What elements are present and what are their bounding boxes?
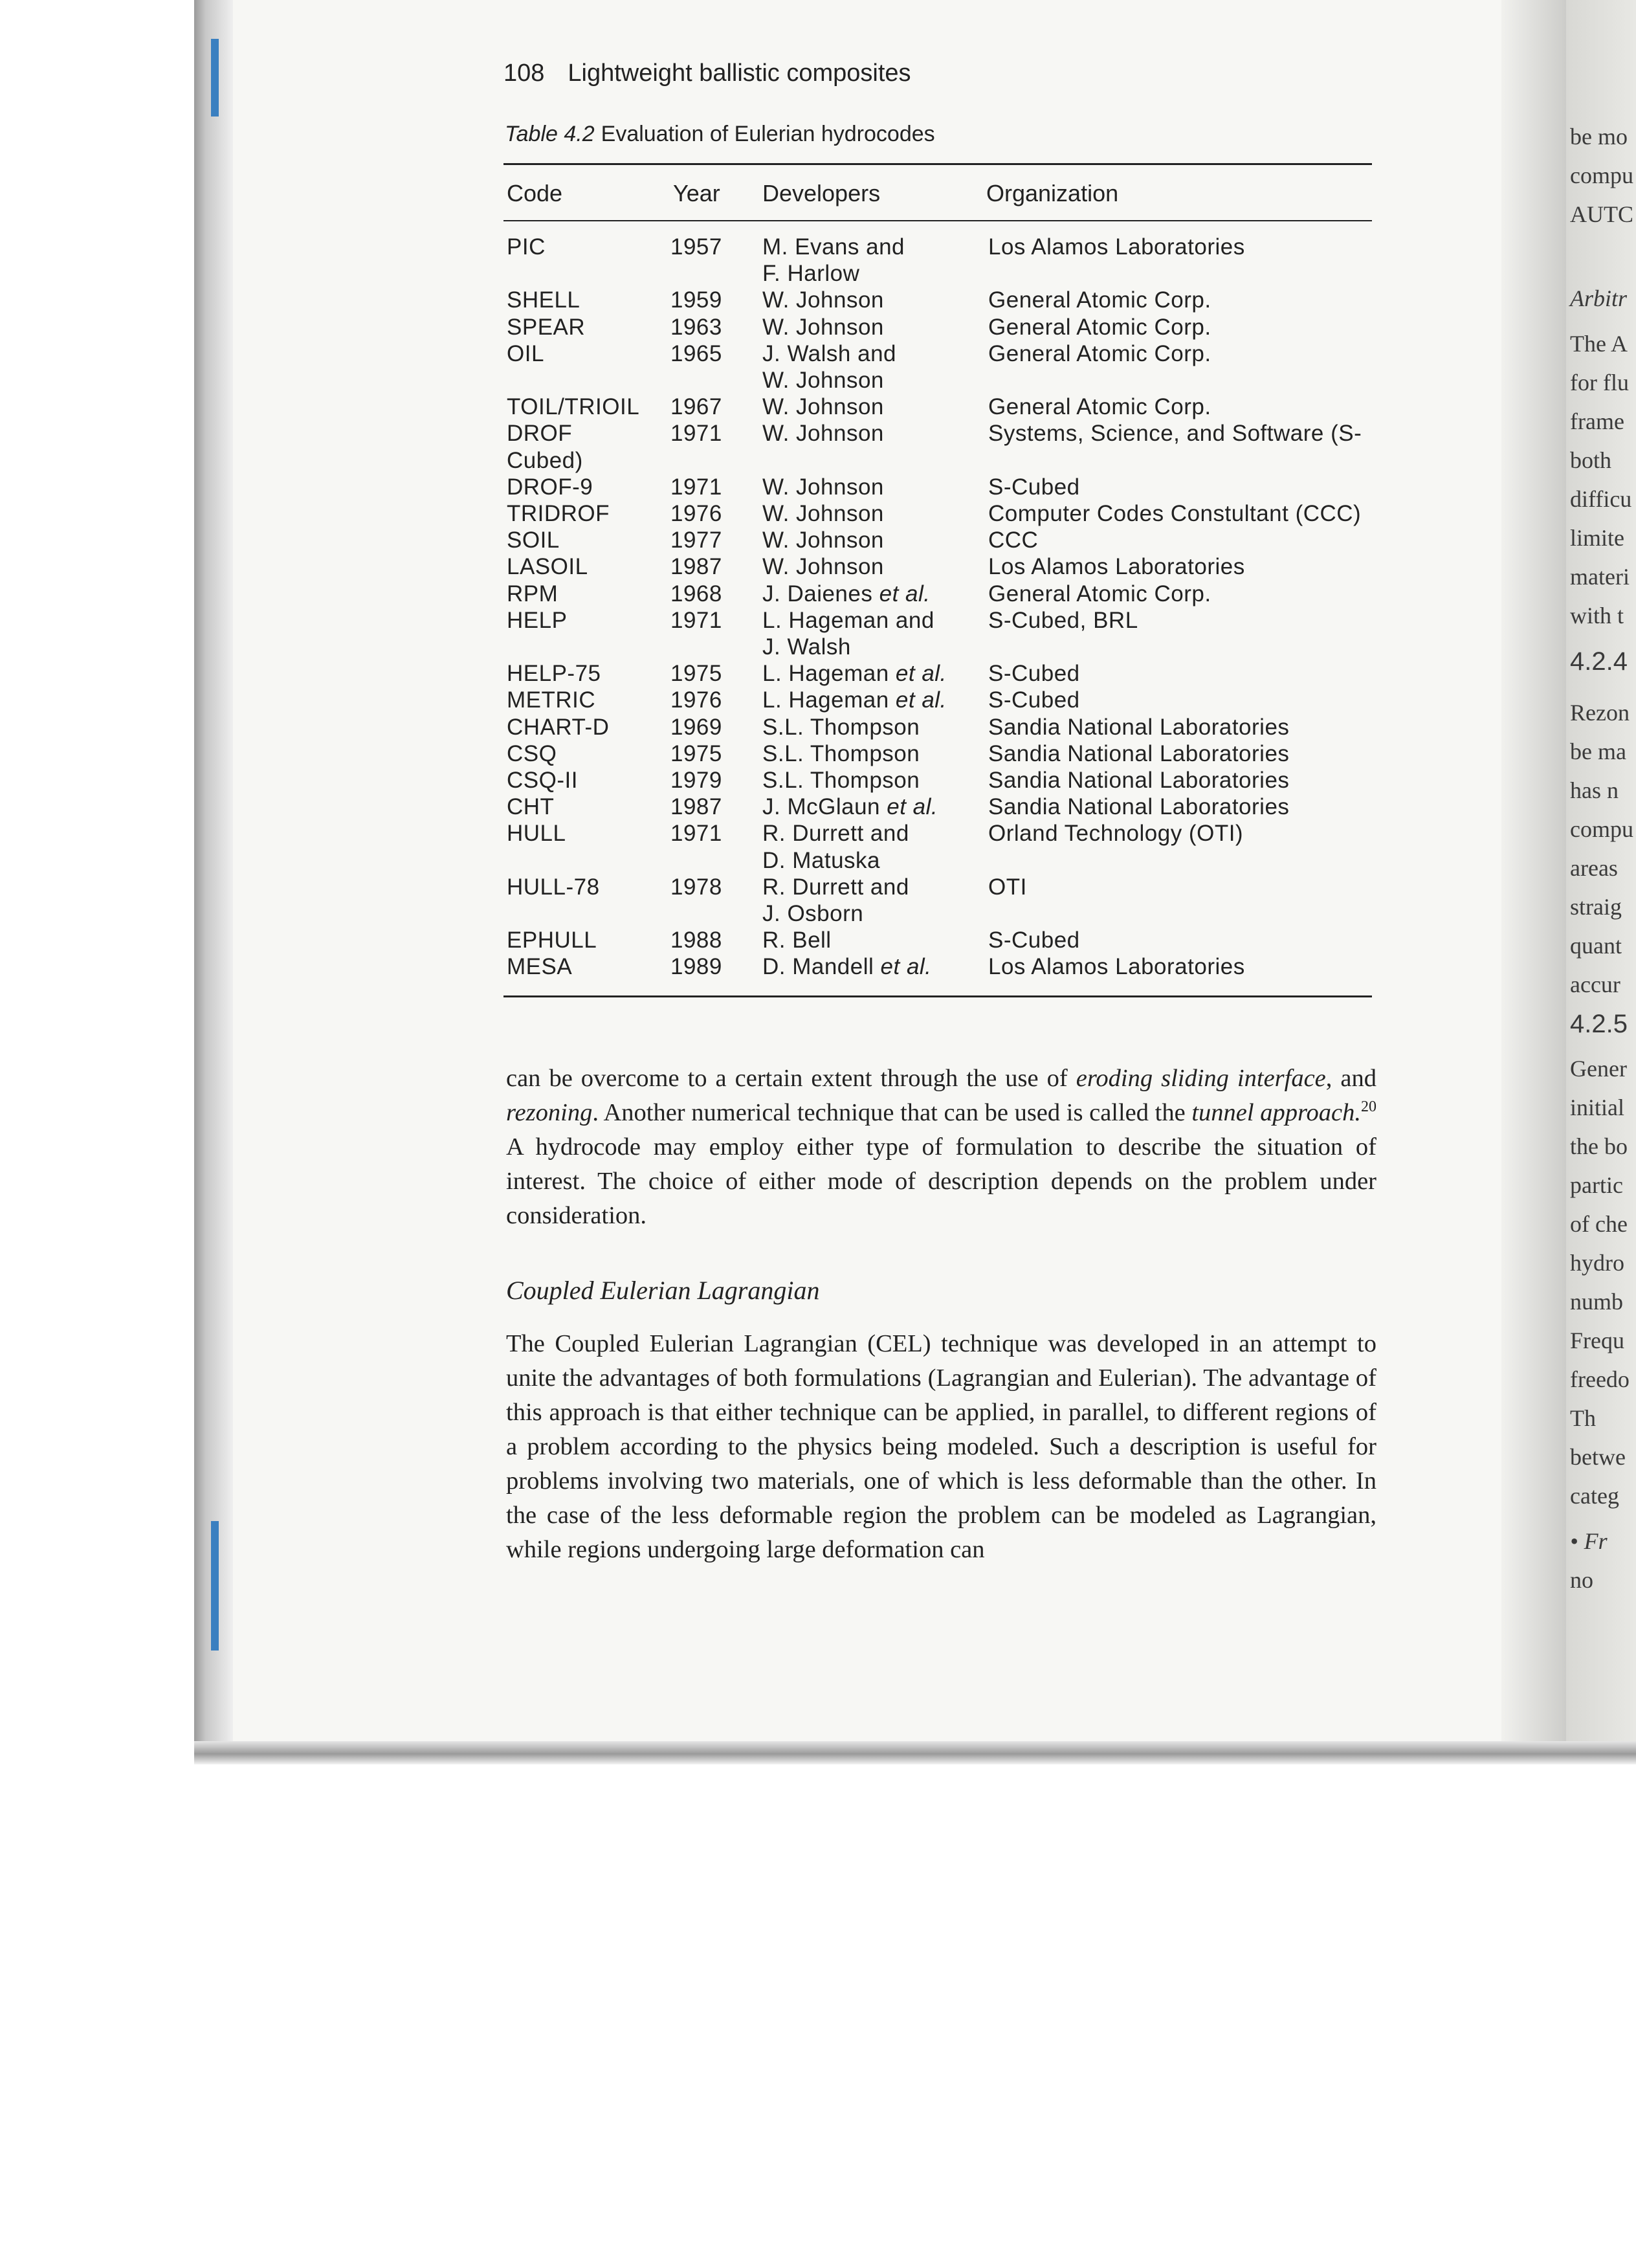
cell-organization: Sandia National Laboratories: [988, 714, 1290, 740]
cell-organization: Sandia National Laboratories: [988, 740, 1290, 766]
right-page-text-fragment: the bo: [1570, 1133, 1628, 1159]
right-page-text-fragment: Arbitr: [1570, 285, 1628, 311]
right-page-text-fragment: limite: [1570, 525, 1624, 551]
right-page-text-fragment: materi: [1570, 564, 1630, 590]
cell-developer: D. Matuska: [762, 847, 880, 873]
right-page-text-fragment: AUTC: [1570, 201, 1633, 227]
cell-year: 1971: [670, 421, 722, 447]
cell-organization: S-Cubed: [988, 661, 1080, 687]
page-binding-edge: [194, 0, 233, 1761]
cell-code: TOIL/TRIOIL: [507, 394, 640, 420]
cell-year: 1967: [670, 394, 722, 420]
cell-organization: OTI: [988, 874, 1027, 900]
cell-developer: R. Bell: [762, 928, 832, 953]
cell-code: SOIL: [507, 528, 560, 553]
right-page-text-fragment: straig: [1570, 894, 1622, 920]
right-page-text-fragment: partic: [1570, 1172, 1623, 1198]
cell-developer: S.L. Thompson: [762, 768, 920, 793]
right-page-text-fragment: Gener: [1570, 1056, 1627, 1082]
binding-mark: [211, 1521, 219, 1651]
right-page-text-fragment: The A: [1570, 331, 1628, 357]
p1-text-1: can be overcome to a certain extent through the use of: [506, 1065, 1076, 1092]
cell-developer: J. Walsh and: [762, 340, 897, 366]
cell-code: HULL-78: [507, 874, 600, 900]
cell-organization: Los Alamos Laboratories: [988, 554, 1245, 580]
right-page-text-fragment: of che: [1570, 1211, 1628, 1237]
et-al: et al.: [879, 581, 931, 606]
cell-code: CHART-D: [507, 714, 610, 740]
right-page-text-fragment: 4.2.4: [1570, 647, 1628, 676]
p1-term-rezoning: rezoning: [506, 1099, 593, 1126]
cell-code: PIC: [507, 234, 546, 260]
p1-term-eroding: eroding sliding interface: [1076, 1065, 1326, 1092]
right-page-text-fragment: Frequ: [1570, 1328, 1624, 1353]
right-page-text-fragment: 4.2.5: [1570, 1010, 1628, 1038]
cell-year: 1971: [670, 474, 722, 500]
cell-year: 1987: [670, 794, 722, 820]
cell-organization: General Atomic Corp.: [988, 287, 1211, 313]
cell-code: CSQ-II: [507, 768, 578, 793]
right-page-text-fragment: has n: [1570, 777, 1619, 803]
cell-code: LASOIL: [507, 554, 588, 580]
cell-code: SHELL: [507, 287, 580, 313]
cell-organization: S-Cubed, BRL: [988, 607, 1138, 633]
cell-year: 1963: [670, 314, 722, 340]
cell-year: 1971: [670, 607, 722, 633]
right-page-text-fragment: no: [1570, 1567, 1593, 1593]
cell-developer: S.L. Thompson: [762, 740, 920, 766]
running-head: [503, 60, 911, 87]
right-page-text-fragment: accur: [1570, 972, 1620, 997]
cell-code: SPEAR: [507, 314, 586, 340]
col-header-code: Code: [507, 180, 563, 206]
col-header-year: Year: [673, 180, 720, 206]
cell-year: 1989: [670, 954, 722, 980]
cell-code: RPM: [507, 581, 558, 606]
body-paragraph-2: The Coupled Eulerian Lagrangian (CEL) technique was developed in an attempt to unite the advantages of both formulations (Lagrangian and Eulerian). The advantage of this approach is that either technique can be applied, in parallel, to different regions of a problem according to the physics being modeled. Such a description is useful for problems involving two materials, one of which is less deformable than the other. In the case of the less deformable region the problem can be modeled as Lagrangian, while regions undergoing large deformation can: [506, 1330, 1376, 1563]
cell-developer: J. Osborn: [762, 901, 864, 926]
col-header-organization: Organization: [986, 180, 1119, 206]
running-title: Lightweight ballistic composites: [568, 60, 911, 87]
cell-organization: Systems, Science, and Software (S-: [988, 421, 1362, 447]
table-caption-label: Table 4.2: [505, 122, 595, 146]
table-caption-text: Evaluation of Eulerian hydrocodes: [601, 122, 935, 146]
right-page-text-fragment: freedo: [1570, 1366, 1630, 1392]
p1-text-2: , and: [1325, 1065, 1376, 1092]
cell-developer: S.L. Thompson: [762, 714, 920, 740]
cell-code: HELP: [507, 607, 568, 633]
cell-year: 1979: [670, 768, 722, 793]
cell-organization: Sandia National Laboratories: [988, 768, 1290, 793]
cell-year: 1976: [670, 501, 722, 526]
table-top-rule: [503, 163, 1372, 165]
cell-code-continued: Cubed): [507, 447, 583, 473]
cell-year: 1957: [670, 234, 722, 260]
cell-developer: W. Johnson: [762, 528, 884, 553]
et-al: et al.: [895, 661, 947, 687]
cell-developer: W. Johnson: [762, 474, 884, 500]
right-page-text-fragment: for flu: [1570, 370, 1629, 395]
cell-code: METRIC: [507, 687, 596, 713]
cell-developer: R. Durrett and: [762, 821, 909, 847]
cell-code: CSQ: [507, 740, 557, 766]
cell-organization: General Atomic Corp.: [988, 314, 1211, 340]
cell-year: 1975: [670, 661, 722, 687]
cell-code: EPHULL: [507, 928, 597, 953]
cell-developer: L. Hageman et al.: [762, 661, 947, 687]
et-al: et al.: [887, 794, 938, 820]
cell-organization: Computer Codes Constultant (CCC): [988, 501, 1362, 526]
right-page: [1566, 0, 1636, 1748]
page-number: 108: [503, 60, 545, 87]
cell-code: DROF-9: [507, 474, 593, 500]
cell-organization: S-Cubed: [988, 687, 1080, 713]
section-heading: Coupled Eulerian Lagrangian: [506, 1276, 820, 1305]
right-page-text-fragment: frame: [1570, 408, 1624, 434]
right-page-text-fragment: be ma: [1570, 739, 1626, 764]
right-page-text-fragment: with t: [1570, 603, 1624, 628]
cell-year: 1977: [670, 528, 722, 553]
right-page-text-fragment: be mo: [1570, 124, 1628, 150]
p1-term-tunnel: tunnel approach.: [1191, 1099, 1362, 1126]
cell-organization: S-Cubed: [988, 928, 1080, 953]
right-page-text-fragment: compu: [1570, 816, 1633, 842]
cell-year: 1969: [670, 714, 722, 740]
cell-developer: W. Johnson: [762, 287, 884, 313]
cell-year: 1988: [670, 928, 722, 953]
cell-year: 1971: [670, 821, 722, 847]
cell-organization: CCC: [988, 528, 1039, 553]
cell-code: DROF: [507, 421, 573, 447]
cell-organization: General Atomic Corp.: [988, 340, 1211, 366]
cell-year: 1968: [670, 581, 722, 606]
cell-year: 1965: [670, 340, 722, 366]
cell-developer: D. Mandell et al.: [762, 954, 932, 980]
cell-developer: J. Daienes et al.: [762, 581, 931, 606]
cell-developer: M. Evans and: [762, 234, 905, 260]
cell-developer: R. Durrett and: [762, 874, 909, 900]
right-page-text-fragment: areas: [1570, 855, 1618, 881]
cell-organization: General Atomic Corp.: [988, 394, 1211, 420]
cell-year: 1975: [670, 740, 722, 766]
col-header-developers: Developers: [762, 180, 881, 206]
table-bottom-rule: [503, 995, 1372, 997]
cell-organization: Los Alamos Laboratories: [988, 234, 1245, 260]
right-page-text-fragment: quant: [1570, 933, 1622, 959]
cell-year: 1976: [670, 687, 722, 713]
right-page-text-fragment: difficu: [1570, 486, 1632, 512]
cell-developer: J. McGlaun et al.: [762, 794, 938, 820]
cell-organization: Los Alamos Laboratories: [988, 954, 1245, 980]
cell-year: 1987: [670, 554, 722, 580]
cell-developer: L. Hageman and: [762, 607, 934, 633]
table-caption: [505, 122, 935, 147]
right-page-text-fragment: betwe: [1570, 1444, 1626, 1470]
cell-developer: W. Johnson: [762, 421, 884, 447]
cell-developer: W. Johnson: [762, 394, 884, 420]
table-header-rule: [503, 220, 1372, 221]
right-page-text-fragment: compu: [1570, 162, 1633, 188]
et-al: et al.: [880, 954, 932, 980]
cell-year: 1978: [670, 874, 722, 900]
cell-organization: General Atomic Corp.: [988, 581, 1211, 606]
et-al: et al.: [895, 687, 947, 713]
page-bottom-edge: [194, 1741, 1636, 1764]
footnote-ref: 20: [1361, 1098, 1377, 1116]
right-page-text-fragment: categ: [1570, 1483, 1619, 1509]
body-paragraph-1: [506, 1062, 1376, 1233]
cell-code: HELP-75: [507, 661, 601, 687]
p1-text-4: A hydrocode may employ either type of formulation to describe the situation of interest. The choice of either mode of description depends on the problem under consideration.: [506, 1133, 1376, 1229]
cell-developer: J. Walsh: [762, 634, 851, 660]
binding-mark: [211, 39, 219, 117]
right-page-text-fragment: both: [1570, 447, 1612, 473]
cell-developer: W. Johnson: [762, 314, 884, 340]
cell-year: 1959: [670, 287, 722, 313]
right-page-text-fragment: Rezon: [1570, 700, 1630, 726]
right-page-text-fragment: initial: [1570, 1095, 1624, 1120]
cell-developer: W. Johnson: [762, 368, 884, 393]
right-page-text-fragment: Th: [1570, 1405, 1596, 1431]
cell-organization: Orland Technology (OTI): [988, 821, 1244, 847]
cell-developer: W. Johnson: [762, 501, 884, 526]
p1-text-3: . Another numerical technique that can be used is called the: [592, 1099, 1192, 1126]
cell-code: TRIDROF: [507, 501, 610, 526]
cell-developer: L. Hageman et al.: [762, 687, 947, 713]
right-page-text-fragment: • Fr: [1570, 1528, 1608, 1554]
right-page-text-fragment: numb: [1570, 1289, 1624, 1315]
cell-code: HULL: [507, 821, 566, 847]
cell-organization: Sandia National Laboratories: [988, 794, 1290, 820]
cell-code: CHT: [507, 794, 555, 820]
cell-organization: S-Cubed: [988, 474, 1080, 500]
right-page-text-fragment: hydro: [1570, 1250, 1624, 1276]
cell-developer: F. Harlow: [762, 261, 860, 287]
cell-code: OIL: [507, 340, 544, 366]
cell-code: MESA: [507, 954, 573, 980]
cell-developer: W. Johnson: [762, 554, 884, 580]
